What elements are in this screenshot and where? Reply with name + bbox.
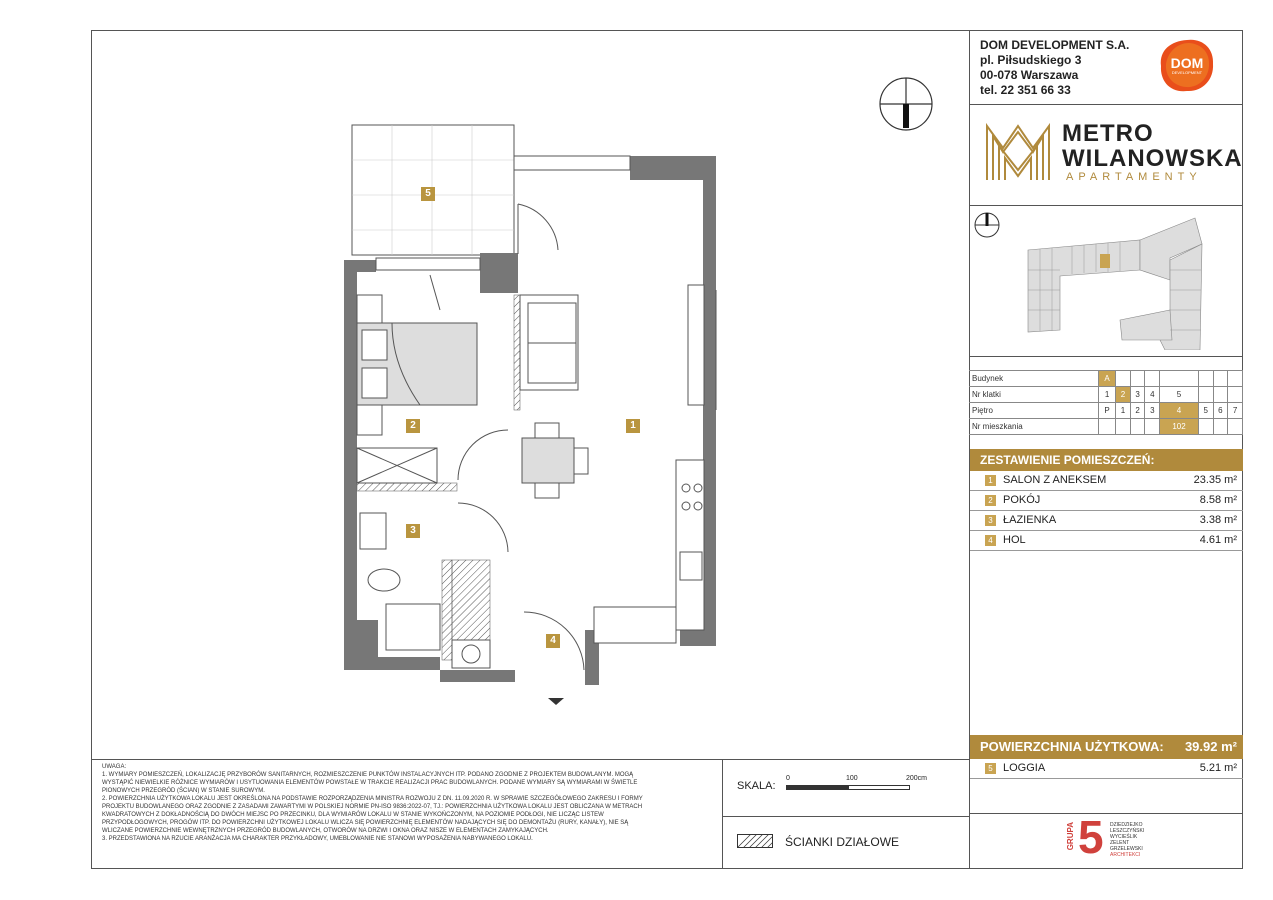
panel-hline-4 — [969, 813, 1243, 814]
room-row — [970, 511, 1243, 531]
stairwell-cell: 1 — [1099, 387, 1116, 403]
developer-city: 00-078 Warszawa — [980, 68, 1079, 82]
room-number: 4 — [985, 535, 996, 546]
notes-divider — [91, 759, 969, 760]
note-line: WLICZANE POWIERZCHNIE WEWNĘTRZNYCH PRZEGRÓD BUDOWLANYCH, OTWORÓW NA DRZWI I OKNA ORAZ NISZE W ELEMENTACH ZAMYKAJĄCYCH. — [102, 828, 549, 834]
floor-cell: 7 — [1228, 403, 1243, 419]
note-line: PIONOWYCH PRZEGRÓD (ŚCIAN) W STANIE SUROWYM. — [102, 788, 265, 794]
architect-suffix: ARCHITEKCI — [1110, 852, 1141, 858]
floor-cell: 5 — [1198, 403, 1213, 419]
architect-name: WYCIEŚLIK — [1110, 834, 1138, 840]
partition-hatch-swatch — [737, 834, 773, 848]
room-area: 5.21 m² — [1199, 762, 1237, 774]
apartment-value: 102 — [1160, 419, 1199, 435]
room-name: POKÓJ — [1003, 494, 1041, 506]
rooms-list — [970, 471, 1243, 551]
panel-hline-2 — [969, 205, 1243, 206]
row-floor — [969, 403, 1243, 419]
scale-tick: 200cm — [906, 775, 928, 782]
scale-tick: 100 — [846, 775, 858, 782]
grupa-number: 5 — [1078, 811, 1104, 863]
architect-name: DZIEDZIEJKO — [1110, 822, 1143, 828]
room-name: SALON Z ANEKSEM — [1003, 474, 1107, 486]
note-line: 1. WYMIARY POMIESZCZEŃ, LOKALIZACJĘ PRZYBORÓW SANITARNYCH, ROZMIESZCZENIE PUNKTÓW INSTALACYJNYCH ITP. PODANO ZGODNIE Z PROJEKTEM BUDOWLANYM. MOGĄ — [102, 772, 634, 778]
plan-label-hall: 4 — [546, 634, 560, 648]
floor-cell: 6 — [1213, 403, 1228, 419]
project-name-line2: WILANOWSKA — [1062, 145, 1243, 172]
developer-info — [980, 38, 1129, 98]
rooms-heading: ZESTAWIENIE POMIESZCZEŃ: — [970, 449, 1243, 471]
stairwell-cell-selected: 2 — [1116, 387, 1131, 403]
note-line: KWADRATOWYCH Z DOKŁADNOŚCIĄ DO DWÓCH MIEJSC PO PRZECINKU, DLA WYMIARÓW LOKALU W STANIE WYKOŃCZONYM, NA POZIOMIE PODŁOGI, NIE LICZĄC LISTEW — [102, 812, 604, 818]
row-building — [969, 371, 1243, 387]
architect-name: ZELENT — [1110, 840, 1130, 846]
row-apartment — [969, 419, 1243, 435]
floor-cell: P — [1099, 403, 1116, 419]
panel-hline-1 — [969, 104, 1243, 105]
note-line: PROJEKTU BUDOWLANEGO ORAZ ZGODNIE Z ZASADAMI ZAWARTYMI W POLSKIEJ NORMIE PN-ISO 9836:2022-07, TJ.: POWIERZCHNIA UŻYTKOWA LOKALU JEST OBLICZANA W METRACH — [102, 804, 643, 810]
north-compass-icon — [878, 76, 934, 132]
developer-phone: tel. 22 351 66 33 — [980, 83, 1071, 97]
room-area: 4.61 m² — [1199, 534, 1237, 546]
metro-wilanowska-logo-mark — [983, 118, 1053, 184]
floor-cell: 3 — [1145, 403, 1160, 419]
loggia-row — [970, 759, 1243, 779]
note-line: 2. POWIERZCHNIA UŻYTKOWA LOKALU JEST OKREŚLONA NA PODSTAWIE ROZPORZĄDZENIA MINISTRA ROZWOJU Z DN. 11.09.2020 R. W SPRAWIE SZCZEGÓŁOWEGO ZAKRESU I FORMY — [102, 796, 643, 802]
architect-names — [1110, 822, 1144, 858]
dom-development-logo — [1158, 38, 1216, 94]
room-name: LOGGIA — [1003, 762, 1046, 774]
note-line: 3. PRZEDSTAWIONA NA RZUCIE ARANŻACJA MA CHARAKTER PRZYKŁADOWY, UMEBLOWANIE NIE STANOWI WYPOSAŻENIA NABYWANEGO LOKALU. — [102, 836, 533, 842]
project-name-line1: METRO — [1062, 120, 1154, 147]
room-number: 2 — [985, 495, 996, 506]
room-name: ŁAZIENKA — [1003, 514, 1057, 526]
plan-label-bedroom: 2 — [406, 419, 420, 433]
plan-label-bathroom: 3 — [406, 524, 420, 538]
floor-label: Piętro — [969, 403, 1099, 419]
apartment-info-table — [969, 370, 1243, 435]
grupa5-logo — [1066, 811, 1156, 864]
building-key-plan — [1020, 210, 1230, 350]
stairwell-label: Nr klatki — [969, 387, 1099, 403]
floor-cell-selected: 4 — [1160, 403, 1199, 419]
stairwell-cell: 4 — [1145, 387, 1160, 403]
plan-label-living: 1 — [626, 419, 640, 433]
row-stairwell — [969, 387, 1243, 403]
stairwell-cell: 3 — [1130, 387, 1145, 403]
scale-tick: 0 — [786, 775, 790, 782]
usable-area-bar — [970, 735, 1243, 759]
floor-cell: 2 — [1130, 403, 1145, 419]
partitions-label: ŚCIANKI DZIAŁOWE — [785, 835, 900, 849]
note-line: WYSTĄPIĆ NIEWIELKIE RÓŻNICE WYMIARÓW I USYTUOWANIA ELEMENTÓW POWSTAŁE W TRAKCIE REALIZACJI PRAC BUDOWLANYCH. PODANE WYMIARY SĄ WYMIARAMI W ŚWIETLE — [102, 780, 638, 786]
room-area: 3.38 m² — [1199, 514, 1237, 526]
logo-subtext: DEVELOPMENT — [1171, 70, 1203, 75]
keyplan-compass-icon — [974, 212, 1000, 238]
building-label: Budynek — [969, 371, 1099, 387]
scale-label: SKALA: — [737, 780, 776, 792]
architect-name: GRZELEWSKI — [1110, 846, 1143, 852]
room-row — [970, 491, 1243, 511]
usable-area-value: 39.92 m² — [1184, 739, 1237, 754]
room-number: 1 — [985, 475, 996, 486]
room-name: HOL — [1003, 534, 1026, 546]
room-area: 8.58 m² — [1199, 494, 1237, 506]
note-line: PRZYPODŁOGOWYCH, PROGÓW ITP. DO POWIERZCHNI UŻYTKOWEJ LOKALU WLICZA SIĘ POWIERZCHNIĘ ELEMENTÓW NADAJĄCYCH SIĘ DO DEMONTAŻU (RURY, KANAŁY), NIE SĄ — [102, 820, 629, 826]
room-number: 5 — [985, 763, 996, 774]
room-row — [970, 531, 1243, 551]
panel-hline-3 — [969, 356, 1243, 357]
project-name-line3: APARTAMENTY — [1066, 171, 1202, 183]
grupa-text: GRUPA — [1066, 822, 1075, 851]
legend-divider — [722, 816, 969, 817]
notes-block — [102, 763, 714, 843]
floor-plan — [340, 120, 730, 720]
scale-bar — [786, 785, 910, 790]
logo-text: DOM — [1170, 55, 1204, 71]
developer-street: pl. Piłsudskiego 3 — [980, 53, 1082, 67]
plan-label-loggia: 5 — [421, 187, 435, 201]
room-area: 23.35 m² — [1193, 474, 1237, 486]
stairwell-cell: 5 — [1160, 387, 1199, 403]
architect-name: LESZCZYŃSKI — [1110, 828, 1145, 834]
room-number: 3 — [985, 515, 996, 526]
floor-cell: 1 — [1116, 403, 1131, 419]
usable-area-label: POWIERZCHNIA UŻYTKOWA: — [980, 739, 1164, 754]
scale-divider — [722, 759, 723, 869]
room-row — [970, 471, 1243, 491]
building-value: A — [1099, 371, 1116, 387]
developer-name: DOM DEVELOPMENT S.A. — [980, 38, 1130, 52]
apartment-label: Nr mieszkania — [969, 419, 1099, 435]
notes-heading: UWAGA: — [102, 764, 127, 770]
